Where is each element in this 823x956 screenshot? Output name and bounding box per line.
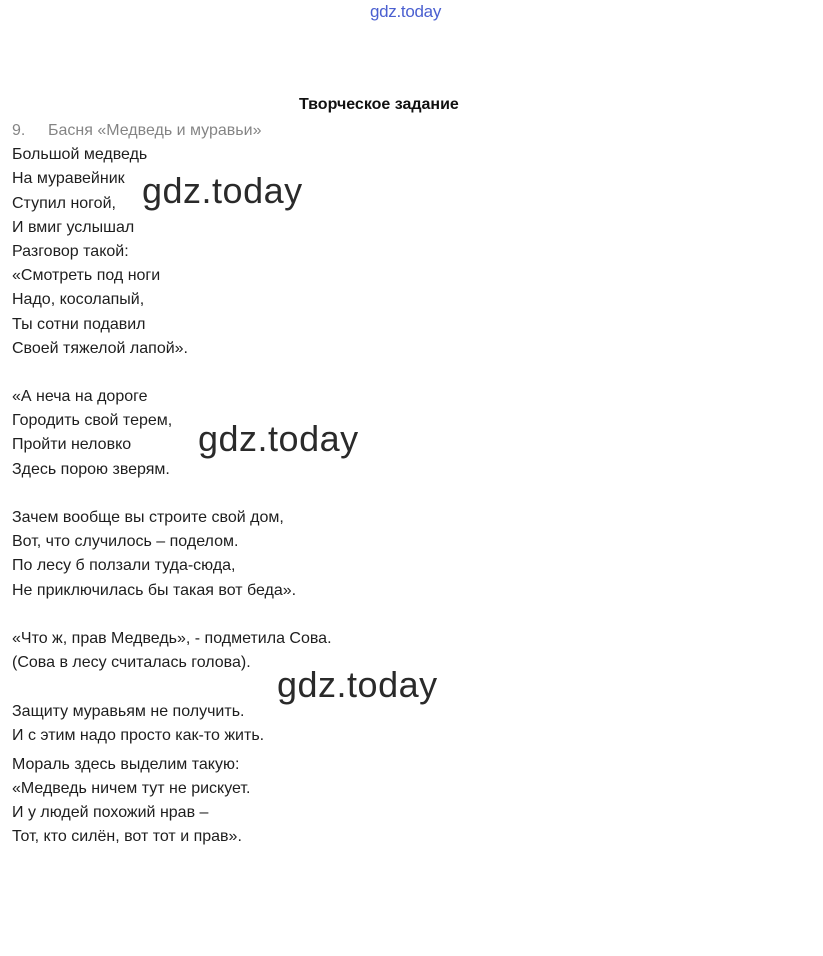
poem-line: «Медведь ничем тут не рискует. — [12, 780, 251, 798]
stanza-gap — [12, 482, 332, 506]
poem-line: На муравейник — [12, 170, 125, 188]
stanza-gap — [12, 603, 332, 627]
poem-line: Ты сотни подавил — [12, 315, 146, 333]
page-title: Творческое задание — [299, 96, 459, 113]
poem-line: Тот, кто силён, вот тот и прав». — [12, 828, 242, 846]
task-number: 9. — [12, 122, 26, 139]
poem-line: Надо, косолапый, — [12, 291, 145, 309]
poem-line: Не приключилась бы такая вот беда». — [12, 581, 297, 599]
poem-text — [12, 119, 332, 850]
poem-line: И вмиг услышал — [12, 218, 135, 236]
poem-line: «Что ж, прав Медведь», - подметила Сова. — [12, 629, 332, 647]
poem-line: По лесу б ползали туда-сюда, — [12, 557, 236, 575]
watermark: gdz.today — [142, 170, 303, 211]
poem-line: И с этим надо просто как-то жить. — [12, 726, 265, 744]
poem-line: Вот, что случилось – поделом. — [12, 533, 239, 551]
poem-line: Защиту муравьям не получить. — [12, 702, 245, 720]
poem-line: Большой медведь — [12, 146, 148, 164]
poem-line: Своей тяжелой лапой». — [12, 339, 188, 357]
poem-line: Мораль здесь выделим такую: — [12, 755, 240, 773]
poem-first-line — [12, 119, 332, 143]
poem-line: И у людей похожий нрав – — [12, 804, 209, 822]
poem-line: Пройти неловко — [12, 436, 132, 454]
poem-line: «А неча на дороге — [12, 388, 148, 406]
poem-line: Разговор такой: — [12, 242, 129, 260]
poem-line: Ступил ногой, — [12, 194, 116, 212]
stanza-gap — [12, 361, 332, 385]
site-logo[interactable]: gdz.today — [370, 2, 442, 21]
poem-line: Городить свой терем, — [12, 412, 173, 430]
poem-line: Здесь порою зверям. — [12, 460, 170, 478]
poem-line: Зачем вообще вы строите свой дом, — [12, 509, 284, 526]
poem-title: Басня «Медведь и муравьи» — [48, 122, 262, 139]
poem-line: (Сова в лесу считалась голова). — [12, 654, 251, 672]
watermark: gdz.today — [277, 664, 438, 705]
poem-line: «Смотреть под ноги — [12, 267, 161, 285]
watermark: gdz.today — [198, 418, 359, 459]
